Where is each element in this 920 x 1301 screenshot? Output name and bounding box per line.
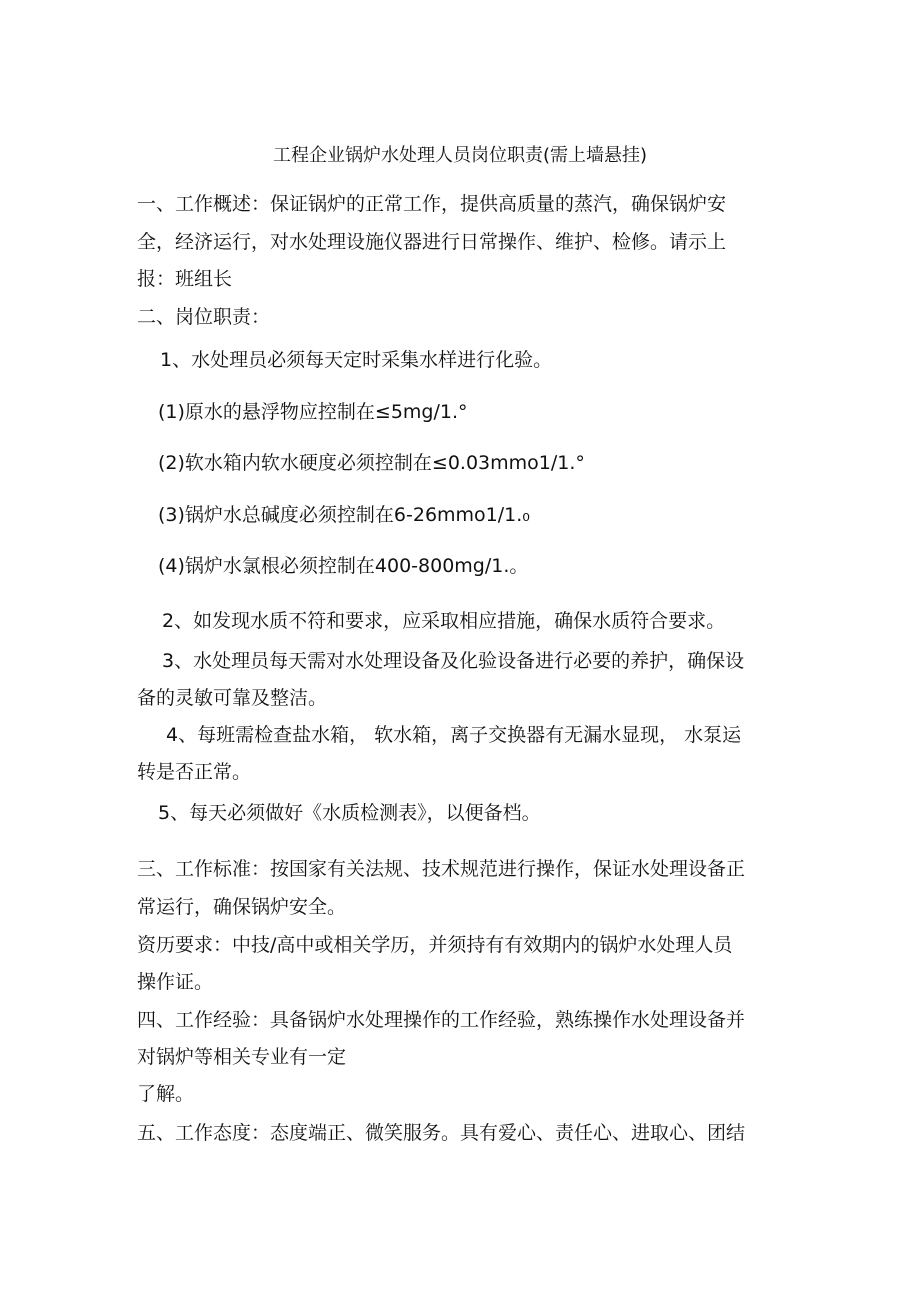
section-3-line-1: 三、工作标准：按国家有关法规、技术规范进行操作，保证水处理设备正 bbox=[137, 858, 746, 880]
duty-4-line-1: 4、每班需检查盐水箱， 软水箱，离子交换器有无漏水显现， 水泵运 bbox=[166, 724, 742, 746]
section-5-line-1: 五、工作态度：态度端正、微笑服务。具有爱心、责任心、进取心、团结 bbox=[137, 1122, 746, 1144]
duty-1-item-4: (4)锅炉水氯根必须控制在400-800mg∕1.。 bbox=[158, 555, 529, 577]
section-2-heading: 二、岗位职责： bbox=[137, 306, 271, 328]
duty-5: 5、每天必须做好《水质检测表》，以便备档。 bbox=[158, 802, 541, 824]
document-title: 工程企业锅炉水处理人员岗位职责(需上墙悬挂) bbox=[272, 145, 648, 166]
section-1-line-1: 一、工作概述：保证锅炉的正常工作，提供高质量的蒸汽，确保锅炉安 bbox=[137, 193, 727, 215]
duty-1-item-3: (3)锅炉水总碱度必须控制在6-26mmo1∕1.₀ bbox=[158, 504, 530, 526]
duty-1-item-2: (2)软水箱内软水硬度必须控制在≤0.03mmo1∕1.° bbox=[158, 452, 585, 474]
section-4-line-2: 对锅炉等相关专业有一定 bbox=[137, 1046, 347, 1068]
section-1-line-3: 报：班组长 bbox=[137, 268, 233, 290]
section-4-line-1: 四、工作经验：具备锅炉水处理操作的工作经验，熟练操作水处理设备并 bbox=[137, 1009, 746, 1031]
qualification-line-1: 资历要求：中技/高中或相关学历，并须持有有效期内的锅炉水处理人员 bbox=[137, 934, 733, 956]
duty-3-line-2: 备的灵敏可靠及整洁。 bbox=[137, 687, 328, 709]
duty-3-line-1: 3、水处理员每天需对水处理设备及化验设备进行必要的养护，确保设 bbox=[162, 650, 745, 672]
section-3-line-2: 常运行，确保锅炉安全。 bbox=[137, 896, 347, 918]
section-1-line-2: 全，经济运行，对水处理设施仪器进行日常操作、维护、检修。请示上 bbox=[137, 231, 727, 253]
duty-1: 1、水处理员必须每天定时采集水样进行化验。 bbox=[160, 349, 553, 371]
section-4-line-3: 了解。 bbox=[137, 1083, 195, 1105]
duty-4-line-2: 转是否正常。 bbox=[137, 761, 252, 783]
qualification-line-2: 操作证。 bbox=[137, 971, 214, 993]
duty-1-item-1: (1)原水的悬浮物应控制在≤5mg∕1.° bbox=[158, 401, 468, 423]
duty-2: 2、如发现水质不符和要求，应采取相应措施，确保水质符合要求。 bbox=[162, 610, 726, 632]
